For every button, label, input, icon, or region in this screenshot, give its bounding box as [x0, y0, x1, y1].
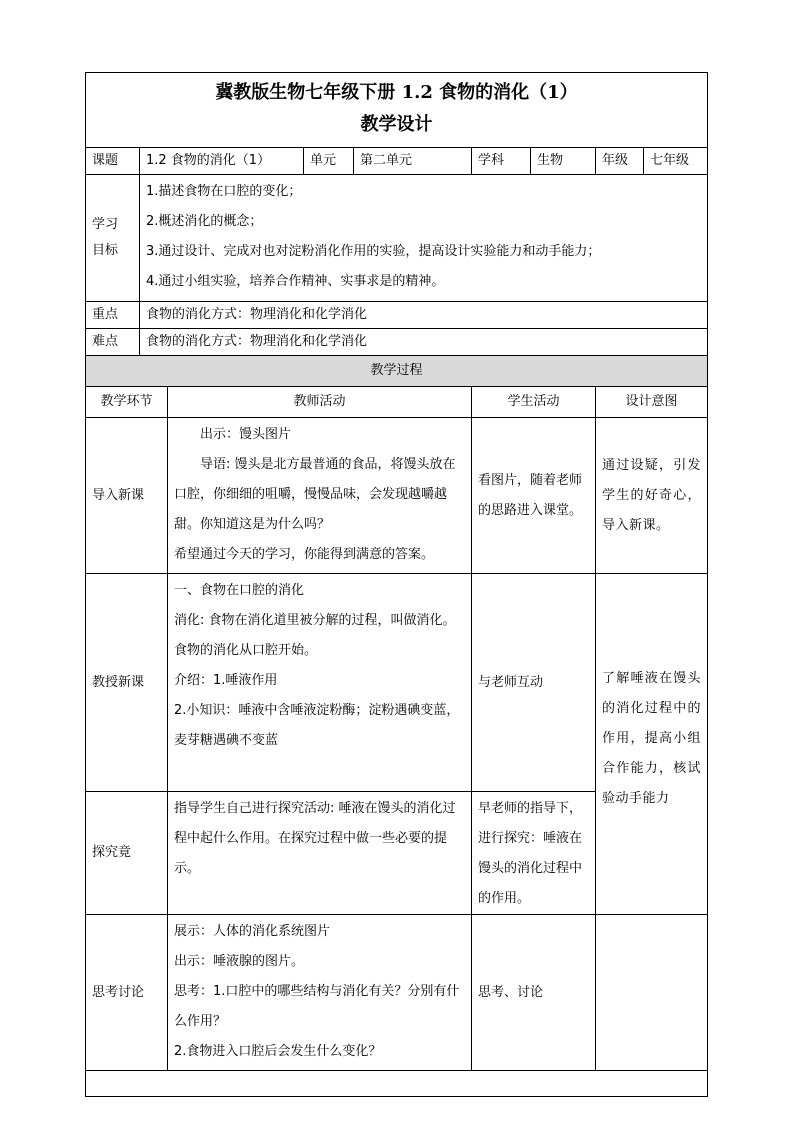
objective-item: 2.概述消化的概念； [146, 214, 263, 229]
teacher-line: 出示：馒头图片 [200, 427, 292, 442]
key-point-row [86, 302, 708, 329]
stage-name: 思考讨论 [86, 915, 168, 1071]
column-header-student: 学生活动 [472, 387, 596, 418]
explore-student-activity: 早老师的指导下，进行探究：唾液在馒头的消化过程中的作用。 [472, 792, 596, 915]
lesson-value: 1.2 食物的消化（1） [140, 148, 304, 175]
lesson-plan-page [85, 72, 707, 1097]
column-header-intent: 设计意图 [596, 387, 708, 418]
objectives-content [140, 175, 708, 302]
title-line1: 冀教版生物七年级下册 1.2 食物的消化（1） [215, 82, 578, 103]
teach-row [86, 574, 708, 792]
stage-name: 教授新课 [86, 574, 168, 792]
objectives-label [86, 175, 140, 302]
key-point-label: 重点 [86, 302, 140, 329]
title-row [86, 73, 708, 148]
teacher-line: 导语: 馒头是北方最普通的食品，将馒头放在口腔，你细细的咀嚼，慢慢品味，会发现越嚼越甜。你知道这是为什么吗？ [174, 457, 456, 532]
teacher-line: 出示：唾液腺的图片。 [174, 954, 305, 969]
column-header-stage: 教学环节 [86, 387, 168, 418]
column-header-teacher: 教师活动 [168, 387, 472, 418]
intro-design-intent: 通过设疑，引发学生的好奇心，导入新课。 [596, 418, 708, 574]
objective-item: 1.描述食物在口腔的变化； [146, 184, 302, 199]
lesson-label: 课题 [86, 148, 140, 175]
document-title [86, 73, 708, 148]
objectives-row [86, 175, 708, 302]
subject-label: 学科 [472, 148, 531, 175]
trailing-empty-row [86, 1071, 708, 1097]
intro-student-activity: 看图片，随着老师的思路进入课堂。 [472, 418, 596, 574]
objective-item: 4.通过小组实验，培养合作精神、实事求是的精神。 [146, 274, 445, 289]
teacher-line: 食物的消化从口腔开始。 [174, 643, 318, 658]
teacher-line: 一、食物在口腔的消化 [174, 583, 305, 598]
objectives-label-line1: 学习 [92, 217, 119, 232]
stage-name: 导入新课 [86, 418, 168, 574]
grade-value: 七年级 [644, 148, 708, 175]
shared-design-intent: 了解唾液在馒头的消化过程中的作用，提高小组合作能力，核试验动手能力 [596, 574, 708, 915]
empty-cell [86, 1071, 708, 1097]
teacher-line: 展示：人体的消化系统图片 [174, 924, 331, 939]
unit-label: 单元 [304, 148, 354, 175]
teacher-line: 2.食物进入口腔后会发生什么变化？ [174, 1044, 382, 1059]
difficulty-text: 食物的消化方式：物理消化和化学消化 [140, 329, 708, 356]
intro-row [86, 418, 708, 574]
teacher-line: 思考：1.口腔中的哪些结构与消化有关？分别有什么作用？ [174, 984, 460, 1029]
title-line2: 教学设计 [360, 114, 433, 135]
intro-teacher-activity [168, 418, 472, 574]
teach-student-activity: 与老师互动 [472, 574, 596, 792]
process-header-row [86, 356, 708, 387]
teacher-line: 消化: 食物在消化道里被分解的过程，叫做消化。 [174, 613, 456, 628]
objective-item: 3.通过设计、完成对也对淀粉消化作用的实验，提高设计实验能力和动手能力； [146, 244, 601, 259]
difficulty-row [86, 329, 708, 356]
discuss-teacher-activity [168, 915, 472, 1071]
lesson-plan-table [85, 72, 708, 1097]
grade-label: 年级 [596, 148, 644, 175]
explore-teacher-activity: 指导学生自己进行探究活动: 唾液在馒头的消化过程中起什么作用。在探究过程中做一些必要的提示。 [168, 792, 472, 915]
subject-value: 生物 [531, 148, 596, 175]
teach-teacher-activity [168, 574, 472, 792]
info-row [86, 148, 708, 175]
process-header: 教学过程 [86, 356, 708, 387]
difficulty-label: 难点 [86, 329, 140, 356]
objectives-label-line2: 目标 [92, 243, 119, 258]
key-point-text: 食物的消化方式：物理消化和化学消化 [140, 302, 708, 329]
discuss-row [86, 915, 708, 1071]
teacher-line: 希望通过今天的学习，你能得到满意的答案。 [174, 547, 435, 562]
unit-value: 第二单元 [354, 148, 472, 175]
teacher-line: 介绍：1.唾液作用 [174, 673, 278, 688]
teacher-line: 2.小知识：唾液中含唾液淀粉酶；淀粉遇碘变蓝，麦芽糖遇碘不变蓝 [174, 703, 460, 748]
stage-name: 探究竟 [86, 792, 168, 915]
discuss-student-activity: 思考、讨论 [472, 915, 596, 1071]
discuss-design-intent [596, 915, 708, 1071]
column-header-row [86, 387, 708, 418]
